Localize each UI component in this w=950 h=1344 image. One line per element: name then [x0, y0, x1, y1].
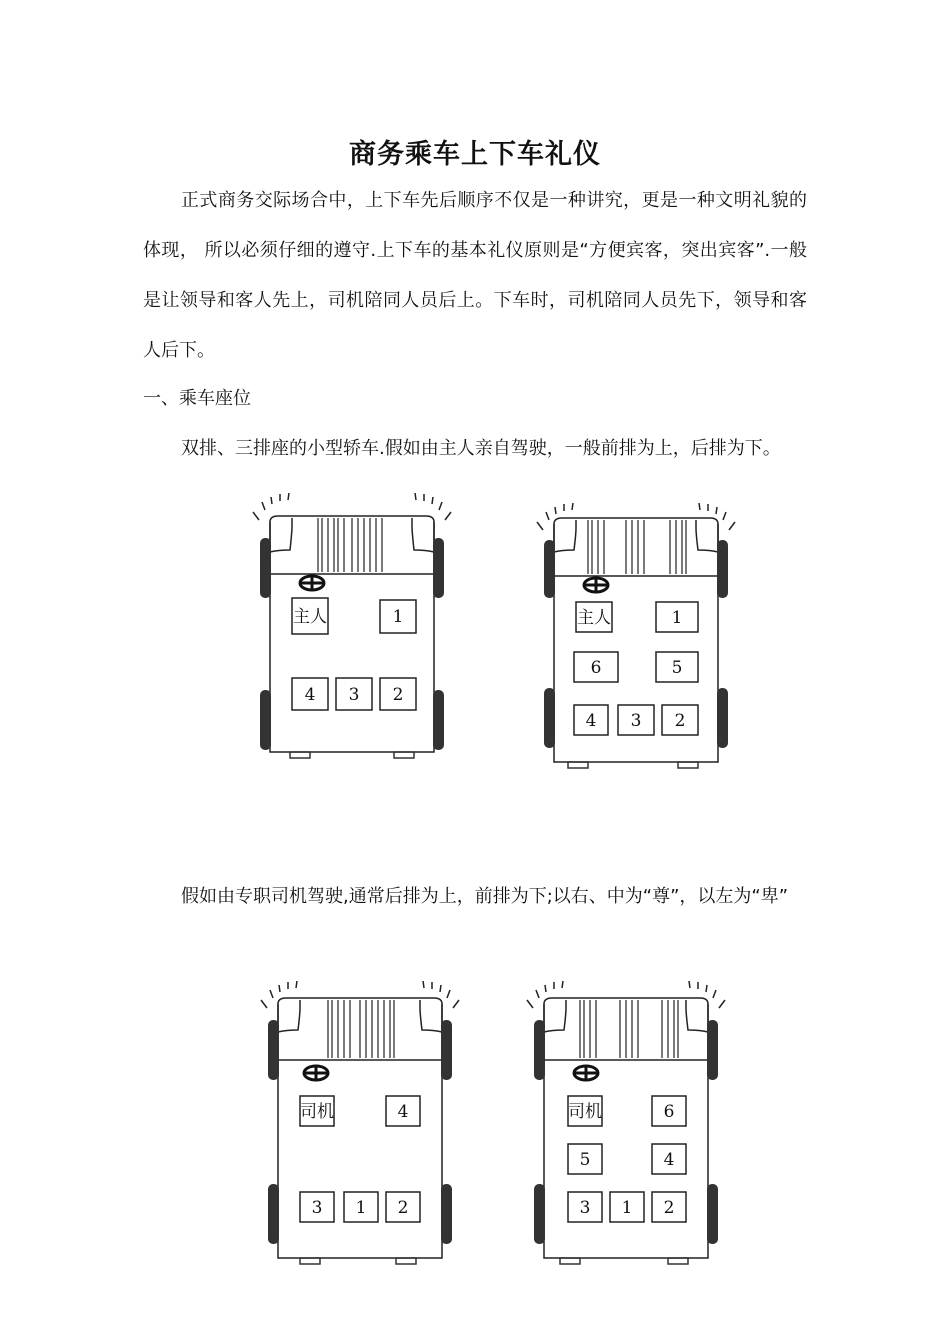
seat-number: 3	[630, 711, 642, 731]
seat-number: 2	[674, 711, 686, 731]
steering-wheel-icon	[574, 1066, 598, 1080]
driver-seat-label: 司机	[300, 1102, 334, 1122]
intro-paragraph: 正式商务交际场合中，上下车先后顺序不仅是一种讲究，更是一种文明礼貌的体现， 所以必须仔细的遵守.上下车的基本礼仪原则是“方便宾客，突出宾客”.一般是让领导和客人先上，司机陪同人员后上。下车时，司机陪同人员先下，领导和客人后下。	[143, 190, 807, 361]
driver-seat-label: 主人	[293, 607, 327, 627]
steering-wheel-icon	[304, 1066, 328, 1080]
seat-number: 1	[671, 608, 683, 628]
seat-number: 4	[397, 1102, 409, 1122]
car-diagram-3	[260, 970, 460, 1270]
seat-number: 2	[663, 1198, 675, 1218]
steering-wheel-icon	[584, 578, 608, 592]
car-diagram-1	[252, 490, 452, 770]
seat-number: 6	[663, 1102, 675, 1122]
seat-number: 2	[392, 685, 404, 705]
seat-number: 2	[397, 1198, 409, 1218]
car-diagram-2	[536, 490, 736, 770]
seat-number: 1	[621, 1198, 633, 1218]
seat-number: 5	[671, 658, 683, 678]
chauffeur-driving-paragraph: 假如由专职司机驾驶,通常后排为上，前排为下;以右、中为“尊”，以左为“卑”	[181, 886, 789, 907]
seat-number: 4	[663, 1150, 675, 1170]
section-heading: 一、乘车座位	[143, 388, 251, 409]
driver-seat-label: 主人	[577, 608, 611, 628]
seat-number: 6	[590, 658, 602, 678]
seat-number: 3	[311, 1198, 323, 1218]
seat-number: 4	[304, 685, 316, 705]
seat-number: 3	[579, 1198, 591, 1218]
owner-driving-paragraph: 双排、三排座的小型轿车.假如由主人亲自驾驶，一般前排为上，后排为下。	[181, 438, 781, 459]
seat-number: 5	[579, 1150, 591, 1170]
steering-wheel-icon	[300, 576, 324, 590]
seat-number: 1	[392, 607, 404, 627]
seat-number: 3	[348, 685, 360, 705]
driver-seat-label: 司机	[568, 1102, 602, 1122]
car-diagram-4	[526, 970, 726, 1270]
seat-number: 1	[355, 1198, 367, 1218]
page-title: 商务乘车上下车礼仪	[349, 139, 601, 170]
seat-number: 4	[585, 711, 597, 731]
